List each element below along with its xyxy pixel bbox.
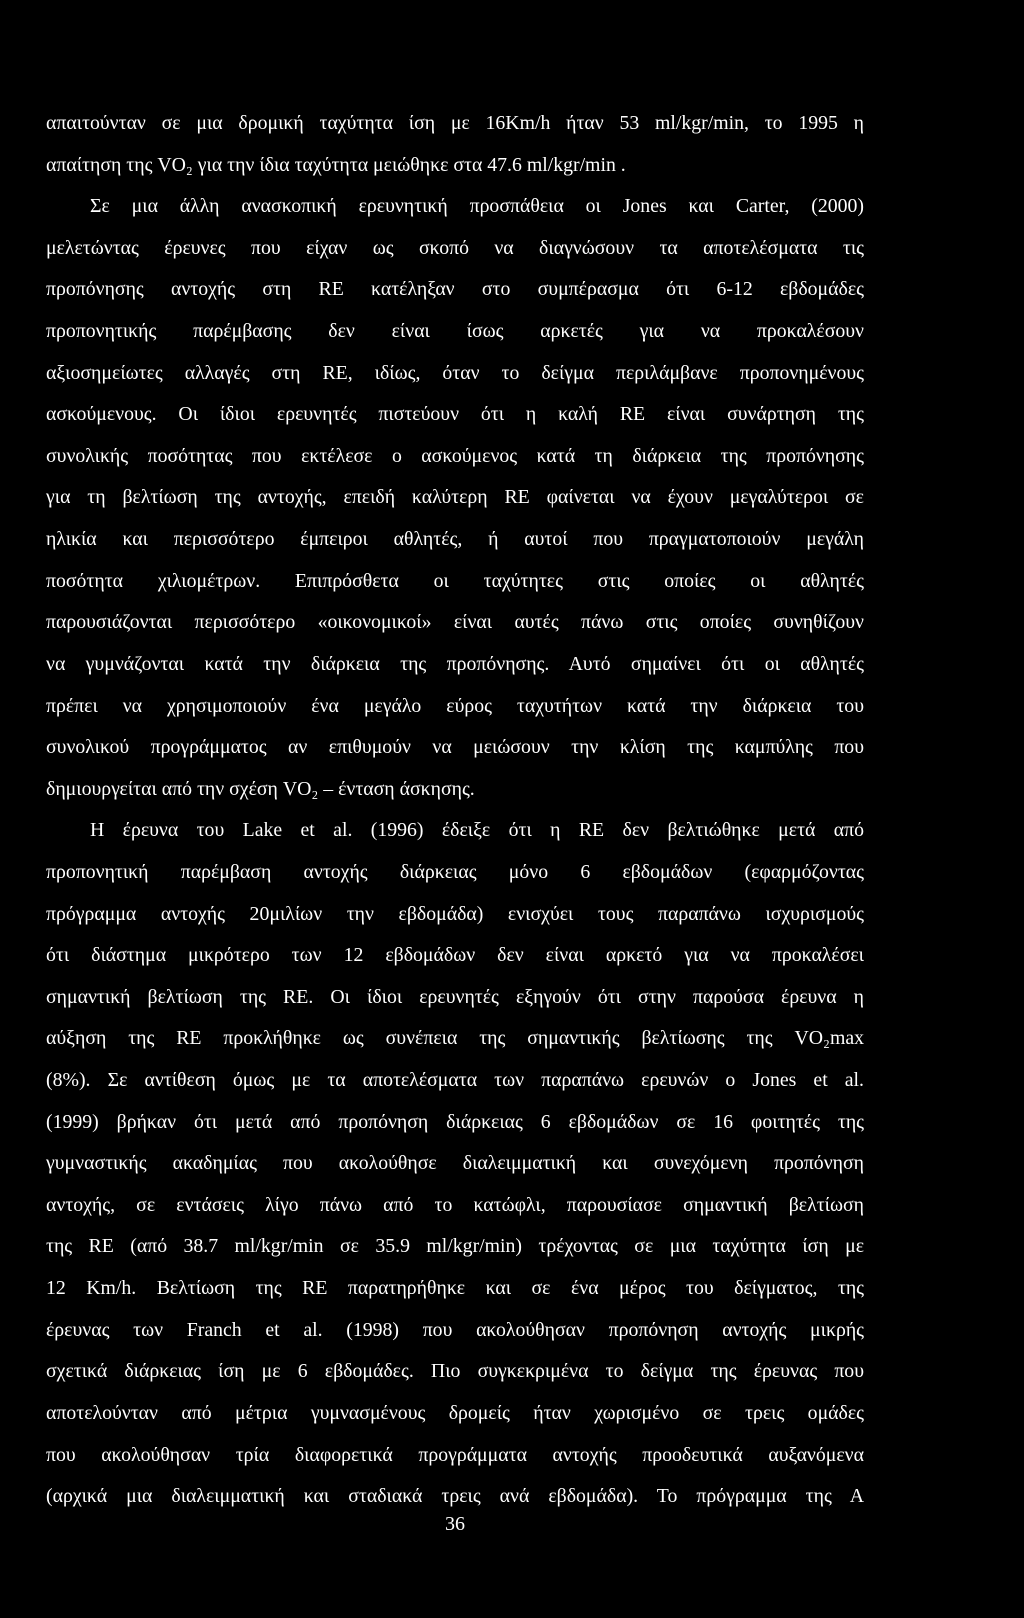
text-line: προπονητικής παρέμβασης δεν είναι ίσως αρκετές για να προκαλέσουν — [46, 320, 864, 343]
text-line: Σε μια άλλη ανασκοπική ερευνητική προσπάθεια οι Jones και Carter, (2000) — [90, 195, 864, 218]
text-line: ηλικία και περισσότερο έμπειροι αθλητές, ή αυτοί που πραγματοποιούν μεγάλη — [46, 528, 864, 551]
text-line: αντοχής, σε εντάσεις λίγο πάνω από το κατώφλι, παρουσίασε σημαντική βελτίωση — [46, 1193, 864, 1216]
text-line: δημιουργείται από την σχέση VO₂ – ένταση άσκησης. — [46, 777, 475, 800]
text-line: αύξηση της RE προκλήθηκε ως συνέπεια της σημαντικής βελτίωσης της VO₂max — [46, 1027, 864, 1050]
text-line: σχετικά διάρκειας ίση με 6 εβδομάδες. Πιο συγκεκριμένα το δείγμα της έρευνας που — [46, 1360, 864, 1383]
text-line: σημαντική βελτίωση της RE. Οι ίδιοι ερευνητές εξηγούν ότι στην παρούσα έρευνα η — [46, 985, 864, 1008]
text-line: απαιτούνταν σε μια δρομική ταχύτητα ίση με 16Km/h ήταν 53 ml/kgr/min, το 1995 η — [46, 112, 864, 134]
text-line: ασκούμενους. Οι ίδιοι ερευνητές πιστεύουν ότι η καλή RE είναι συνάρτηση της — [46, 403, 864, 426]
text-line: Η έρευνα του Lake et al. (1996) έδειξε ότι η RE δεν βελτιώθηκε μετά από — [90, 819, 864, 842]
text-line: (8%). Σε αντίθεση όμως με τα αποτελέσματα των παραπάνω ερευνών ο Jones et al. — [46, 1069, 864, 1092]
text-line: γυμναστικής ακαδημίας που ακολούθησε διαλειμματική και συνεχόμενη προπόνηση — [46, 1152, 864, 1175]
text-line: προπόνησης αντοχής στη RE κατέληξαν στο συμπέρασμα ότι 6-12 εβδομάδες — [46, 278, 864, 301]
text-line: να γυμνάζονται κατά την διάρκεια της προπόνησης. Αυτό σημαίνει ότι οι αθλητές — [46, 652, 864, 675]
text-line: συνολικής ποσότητας που εκτέλεσε ο ασκούμενος κατά τη διάρκεια της προπόνησης — [46, 444, 864, 467]
text-line: έρευνας των Franch et al. (1998) που ακολούθησαν προπόνηση αντοχής μικρής — [46, 1318, 864, 1341]
page-number: 36 — [445, 1513, 465, 1535]
text-line: προπονητική παρέμβαση αντοχής διάρκειας μόνο 6 εβδομάδων (εφαρμόζοντας — [46, 860, 864, 883]
text-line: της RE (από 38.7 ml/kgr/min σε 35.9 ml/kgr/min) τρέχοντας σε μια ταχύτητα ίση με — [46, 1235, 864, 1258]
text-line: αξιοσημείωτες αλλαγές στη RE, ιδίως, όταν το δείγμα περιλάμβανε προπονημένους — [46, 361, 864, 384]
text-line: 12 Km/h. Βελτίωση της RE παρατηρήθηκε και σε ένα μέρος του δείγματος, της — [46, 1277, 864, 1300]
text-line: (αρχικά μια διαλειμματική και σταδιακά τρεις ανά εβδομάδα). Το πρόγραμμα της Α — [46, 1485, 864, 1508]
text-line: ποσότητα χιλιομέτρων. Επιπρόσθετα οι ταχύτητες στις οποίες οι αθλητές — [46, 569, 864, 592]
text-line: απαίτηση της VO₂ για την ίδια ταχύτητα μειώθηκε στα 47.6 ml/kgr/min . — [46, 153, 626, 176]
text-line: ότι διάστημα μικρότερο των 12 εβδομάδων δεν είναι αρκετό για να προκαλέσει — [46, 944, 864, 967]
text-line: που ακολούθησαν τρία διαφορετικά προγράμματα αντοχής προοδευτικά αυξανόμενα — [46, 1443, 864, 1466]
text-line: μελετώντας έρευνες που είχαν ως σκοπό να διαγνώσουν τα αποτελέσματα τις — [46, 236, 864, 259]
text-line: πρόγραμμα αντοχής 20μιλίων την εβδομάδα) ενισχύει τους παραπάνω ισχυρισμούς — [46, 902, 864, 925]
text-line: παρουσιάζονται περισσότερο «οικονομικοί» είναι αυτές πάνω στις οποίες συνηθίζουν — [46, 611, 864, 634]
text-line: αποτελούνταν από μέτρια γυμνασμένους δρομείς ήταν χωρισμένο σε τρεις ομάδες — [46, 1401, 864, 1424]
text-line: συνολικού προγράμματος αν επιθυμούν να μειώσουν την κλίση της καμπύλης που — [46, 736, 864, 759]
text-line: για τη βελτίωση της αντοχής, επειδή καλύτερη RE φαίνεται να έχουν μεγαλύτεροι σε — [46, 486, 864, 509]
body-text — [46, 103, 864, 1518]
text-line: (1999) βρήκαν ότι μετά από προπόνηση διάρκειας 6 εβδομάδων σε 16 φοιτητές της — [46, 1110, 864, 1133]
text-line: πρέπει να χρησιμοποιούν ένα μεγάλο εύρος ταχυτήτων κατά την διάρκεια του — [46, 694, 864, 717]
